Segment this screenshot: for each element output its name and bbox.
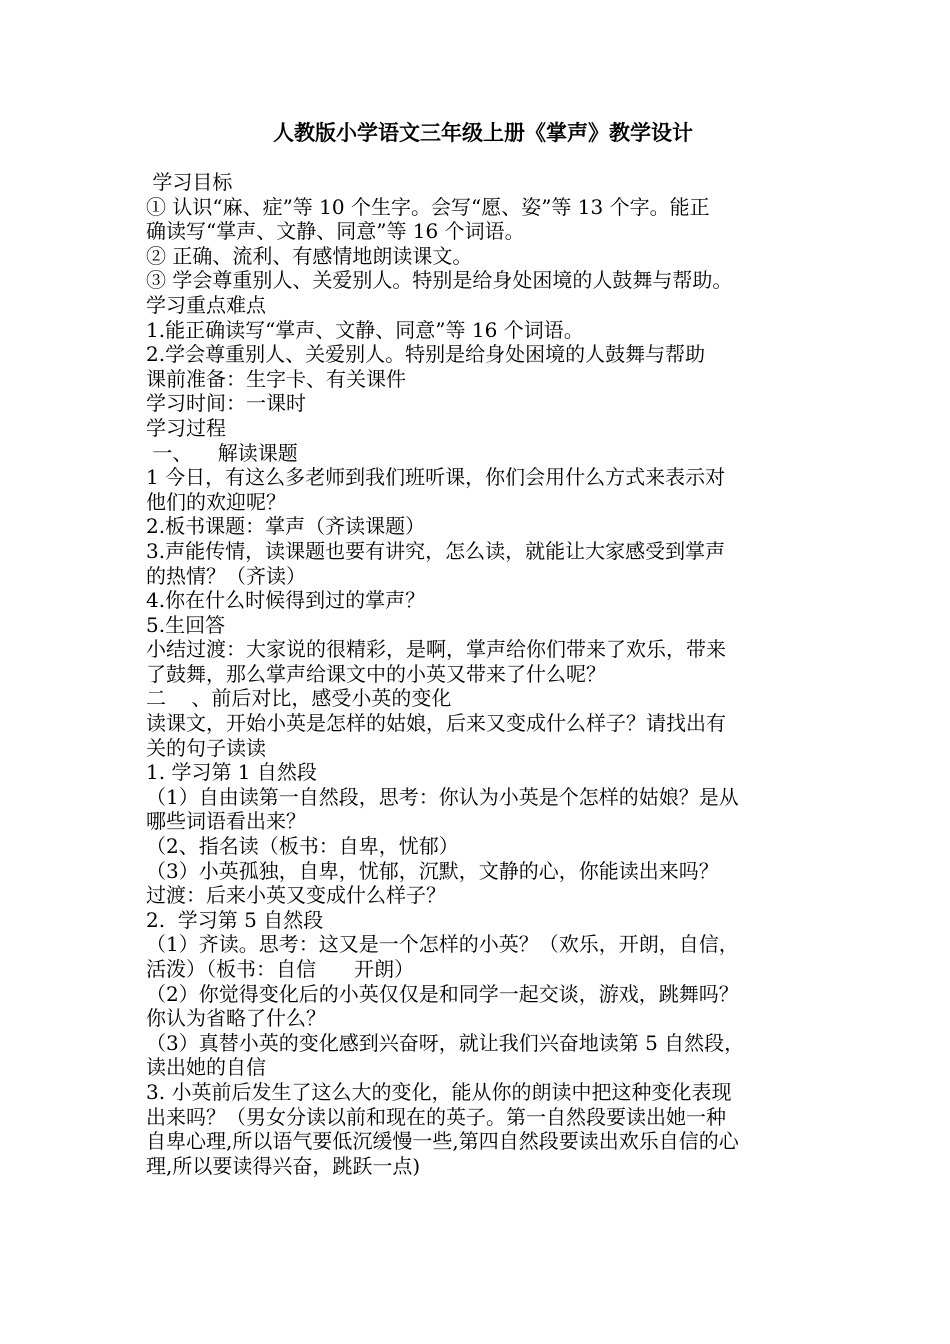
text-line: （2、指名读（板书：自卑，忧郁） — [146, 834, 459, 859]
text-line: 1. 学习第 1 自然段 — [146, 760, 317, 785]
text-line: 2.学会尊重别人、关爱别人。特别是给身处困境的人鼓舞与帮助 — [146, 342, 706, 367]
text-line: 课前准备：生字卡、有关课件 — [146, 366, 406, 391]
text-line: （1）齐读。思考：这又是一个怎样的小英？（欢乐，开朗，自信， — [146, 932, 739, 957]
text-line: 小结过渡：大家说的很精彩，是啊，掌声给你们带来了欢乐，带来 — [146, 637, 726, 662]
text-line: （1）自由读第一自然段，思考：你认为小英是个怎样的姑娘？是从 — [146, 784, 739, 809]
text-line: 理,所以要读得兴奋，跳跃一点) — [146, 1153, 421, 1178]
text-line: 哪些词语看出来？ — [146, 809, 306, 834]
text-line: 2.板书课题：掌声（齐读课题） — [146, 514, 426, 539]
text-line: （3）小英孤独，自卑，忧郁，沉默，文静的心，你能读出来吗？ — [146, 858, 719, 883]
text-line: 自卑心理,所以语气要低沉缓慢一些,第四自然段要读出欢乐自信的心 — [146, 1129, 739, 1154]
text-line: 读课文，开始小英是怎样的姑娘，后来又变成什么样子？请找出有 — [146, 711, 726, 736]
text-line: 学习时间：一课时 — [146, 391, 306, 416]
text-line: ① 认识“麻、症”等 10 个生字。会写“愿、姿”等 13 个字。能正 — [146, 194, 710, 219]
text-line: 3. 小英前后发生了这么大的变化，能从你的朗读中把这种变化表现 — [146, 1079, 732, 1104]
text-line: 二 、前后对比，感受小英的变化 — [146, 686, 452, 711]
text-line: 你认为省略了什么？ — [146, 1006, 326, 1031]
text-line: ② 正确、流利、有感情地朗读课文。 — [146, 243, 473, 268]
text-line: 学习过程 — [146, 415, 226, 440]
text-line: （2）你觉得变化后的小英仅仅是和同学一起交谈，游戏，跳舞吗？ — [146, 981, 739, 1006]
text-line: 一、 解读课题 — [146, 440, 298, 465]
document-body — [146, 170, 810, 1178]
text-line: 确读写“掌声、文静、同意”等 16 个词语。 — [146, 219, 525, 244]
text-line: ③ 学会尊重别人、关爱别人。特别是给身处困境的人鼓舞与帮助。 — [146, 268, 733, 293]
text-line: 5.生回答 — [146, 612, 226, 637]
text-line: 4.你在什么时候得到过的掌声？ — [146, 588, 426, 613]
text-line: 他们的欢迎呢？ — [146, 489, 286, 514]
text-line: 的热情？（齐读） — [146, 563, 306, 588]
text-line: 读出她的自信 — [146, 1055, 266, 1080]
text-line: 了鼓舞，那么掌声给课文中的小英又带来了什么呢？ — [146, 661, 606, 686]
text-line: 1 今日，有这么多老师到我们班听课，你们会用什么方式来表示对 — [146, 465, 726, 490]
text-line: 关的句子读读 — [146, 735, 266, 760]
text-line: 出来吗？（男女分读以前和现在的英子。第一自然段要读出她一种 — [146, 1104, 726, 1129]
text-line: 过渡：后来小英又变成什么样子？ — [146, 883, 446, 908]
text-line: 学习重点难点 — [146, 292, 266, 317]
text-line: 1.能正确读写“掌声、文静、同意”等 16 个词语。 — [146, 317, 584, 342]
text-line: （3）真替小英的变化感到兴奋呀，就让我们兴奋地读第 5 自然段， — [146, 1030, 745, 1055]
text-line: 2. 学习第 5 自然段 — [146, 907, 324, 932]
text-line: 活泼）（板书：自信 开朗） — [146, 957, 415, 981]
document-title: 人教版小学语文三年级上册《掌声》教学设计 — [273, 120, 693, 145]
text-line: 学习目标 — [146, 170, 233, 194]
text-line: 3.声能传情，读课题也要有讲究，怎么读，就能让大家感受到掌声 — [146, 538, 726, 563]
